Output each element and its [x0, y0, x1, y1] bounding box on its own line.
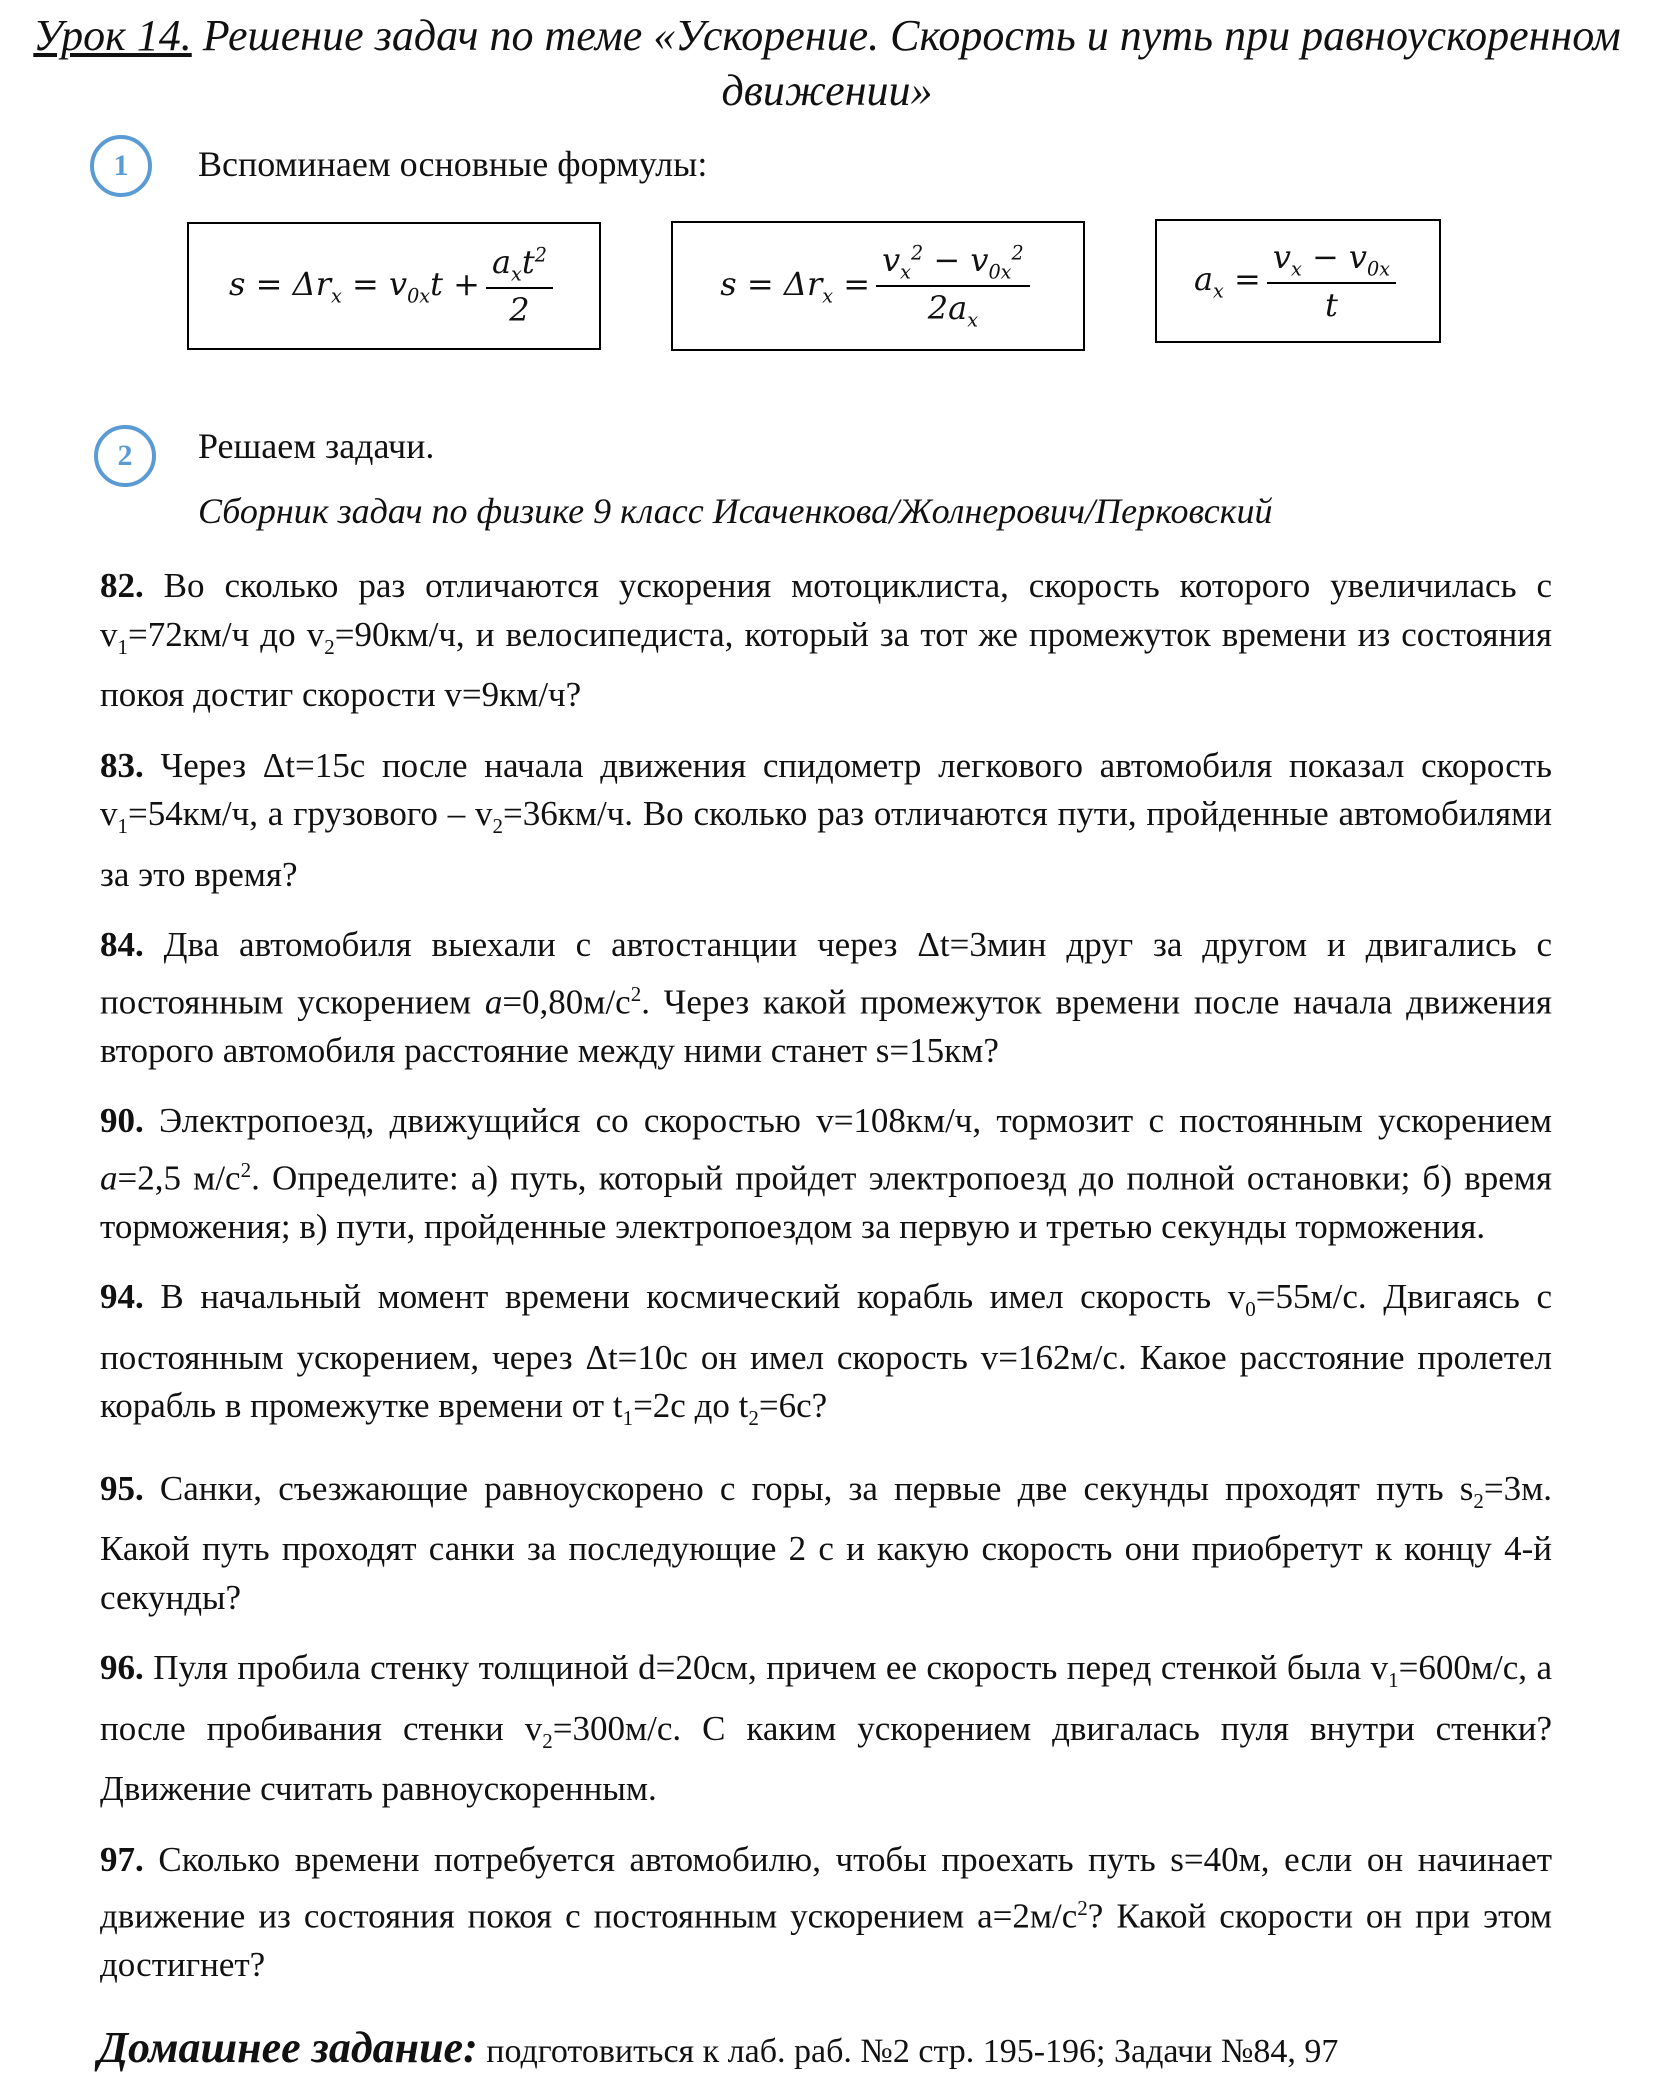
homework-label: Домашнее задание:	[98, 2023, 478, 2072]
page-title	[0, 8, 1654, 118]
homework-line	[98, 2022, 1338, 2073]
textbook-source: Сборник задач по физике 9 класс Исаченкова/Жолнерович/Перковский	[198, 491, 1273, 531]
problem-94: 94. В начальный момент времени космический корабль имел скорость $v_0=55м/с$. Двигаясь с постоянным ускорением, через Δt=10с он имел скорость v=162м/с. Какое расстояние пролетел корабль в промежутке времени от $t_1=2с$ до $t_2=6с$?	[100, 1277, 1553, 1431]
formula-1-lhs: $s = \Delta r_x = v_{0x}t$ +	[229, 264, 480, 308]
formula-box-displacement-velocity	[671, 221, 1085, 351]
problem-96: 96. Пуля пробила стенку толщиной d=20см, причем ее скорость перед стенкой была $v_1=600м/с$, а после пробивания стенки $v_2=300м/с$. С каким ускорением двигалась пуля внутри стенки? Движение считать равноускоренным.	[100, 1648, 1552, 1809]
formula-3-lhs: $a_x$ =	[1193, 259, 1261, 303]
problem-95: 95. Санки, съезжающие равноускорено с горы, за первые две секунды проходят путь $s_2=3м$. Какой путь проходят санки за последующие 2 с и какую скорость они приобретут к концу 4-й секунды?	[100, 1468, 1552, 1617]
step-1-label: Вспоминаем основные формулы:	[198, 144, 708, 184]
problem-97: 97. Сколько времени потребуется автомобилю, чтобы проехать путь s=40м, если он начинает движение из состояния покоя с постоянным ускорением $a=2м/с^2$? Какой скорости он при этом достигнет?	[100, 1839, 1552, 1985]
homework-text: подготовиться к лаб. раб. №2 стр. 195-196; Задачи №84, 97	[477, 2033, 1339, 2070]
problem-82: 82. Во сколько раз отличаются ускорения мотоциклиста, скорость которого увеличилась с $v_1=72км/ч$ до $v_2=90км/ч$, и велосипедиста, который за тот же промежуток времени из состояния покоя достиг скорости v=9км/ч?	[100, 566, 1553, 714]
formula-box-displacement-time	[187, 222, 601, 350]
formula-3-fraction: $\frac{v_x - v_{0x}}{t}$	[1267, 238, 1396, 324]
step-2-circle	[94, 425, 156, 487]
lesson-topic: Решение задач по теме «Ускорение. Скорость и путь при равноускоренном движении»	[191, 11, 1621, 115]
formula-box-acceleration	[1155, 219, 1441, 343]
formula-1-fraction: $\frac{a_xt^2}{2}$	[486, 243, 553, 329]
step-2-number: 2	[117, 439, 133, 472]
step-1-circle	[90, 135, 152, 197]
step-1-number: 1	[113, 149, 129, 182]
step-2-label: Решаем задачи.	[198, 426, 435, 466]
formula-2-lhs: $s = \Delta r_x$ =	[720, 264, 871, 308]
problem-90: 90. Электропоезд, движущийся со скоростью v=108км/ч, тормозит с постоянным ускорением a=2,5 $м/с^2$. Определите: а) путь, который пройдет электропоезд до полной остановки; б) время торможения; в) пути, пройденные электропоездом за первую и третью секунды торможения.	[100, 1101, 1552, 1246]
problem-83: 83. Через Δt=15с после начала движения спидометр легкового автомобиля показал скорость $v_1=54км/ч$, а грузового – $v_2=36км/ч$. Во сколько раз отличаются пути, пройденные автомобилями за это время?	[100, 745, 1552, 894]
problem-84: 84. Два автомобиля выехали с автостанции через Δt=3мин друг за другом и двигались с постоянным ускорением $a=0,80м/с^2$. Через какой промежуток времени после начала движения второго автомобиля расстояние между ними станет s=15км?	[100, 925, 1552, 1070]
formula-2-fraction: $\frac{v_x^2 - v_{0x}^2}{2a_x}$	[876, 241, 1030, 332]
lesson-number: Урок 14.	[33, 11, 192, 60]
problem-list	[100, 562, 1552, 2012]
